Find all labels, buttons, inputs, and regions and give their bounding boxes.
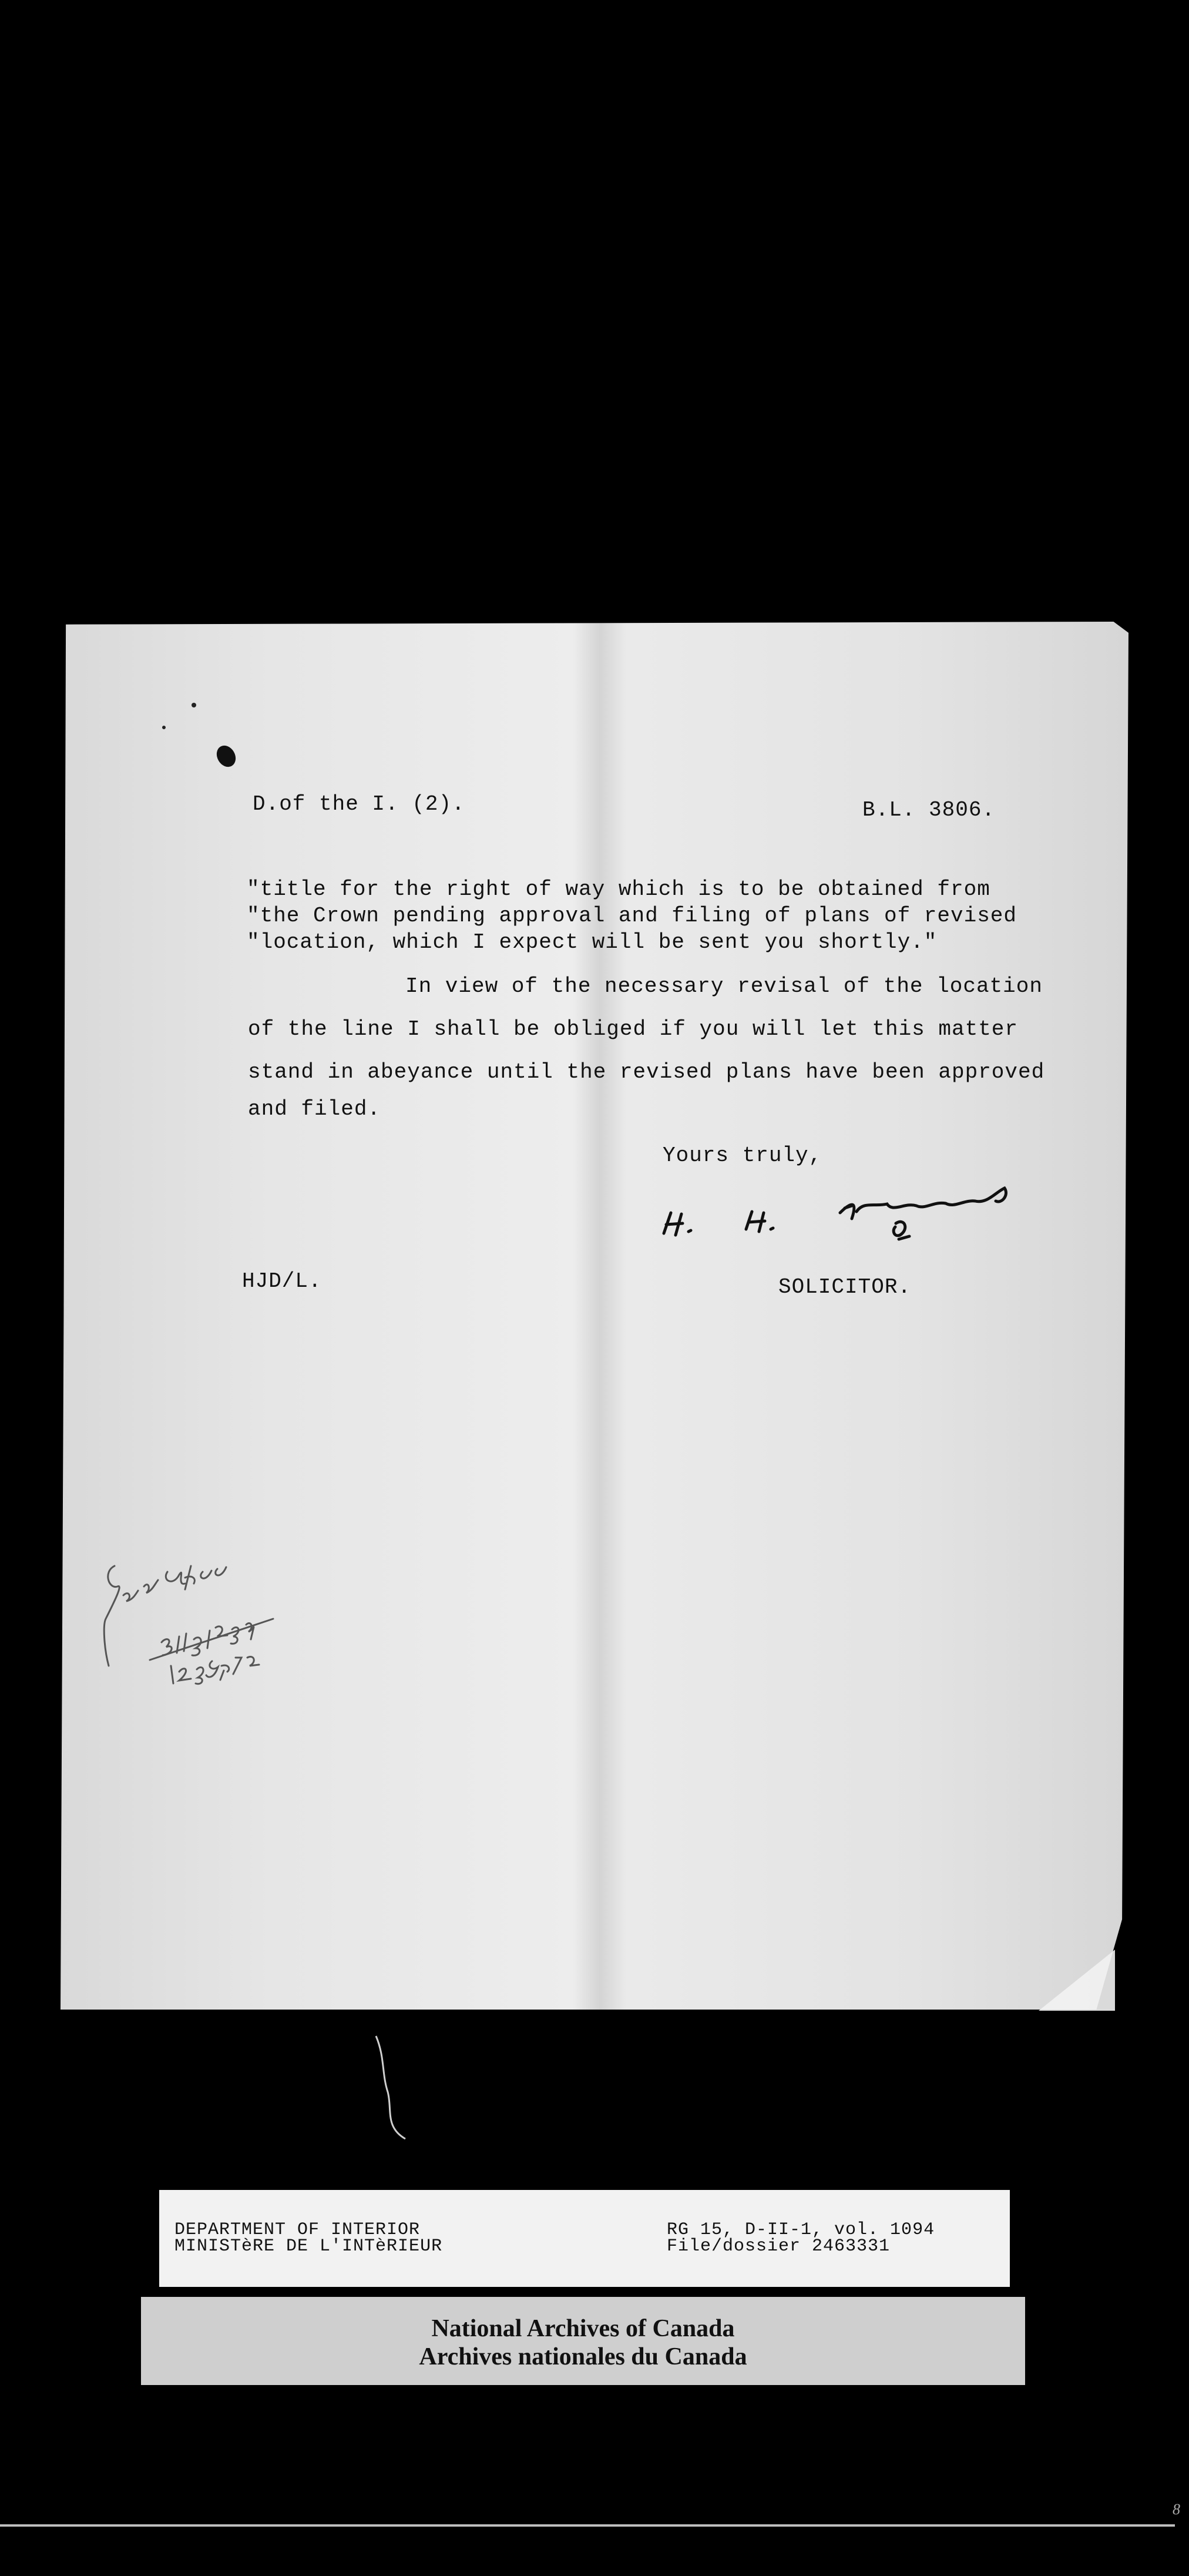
department-english: DEPARTMENT OF INTERIOR	[174, 2220, 421, 2240]
body-line: stand in abeyance until the revised plans have been approved	[248, 1060, 1045, 1084]
paper-crease	[370, 2033, 417, 2145]
letter-header-left: D.of the I. (2).	[253, 792, 465, 816]
document-page	[61, 622, 1128, 2010]
record-group-reference: RG 15, D-II-1, vol. 1094	[667, 2220, 935, 2240]
paper-speck	[192, 703, 196, 707]
body-line: In view of the necessary revisal of the location	[405, 974, 1043, 998]
closing: Yours truly,	[663, 1143, 822, 1168]
initials: HJD/L.	[242, 1269, 322, 1293]
archives-name-french: Archives nationales du Canada	[419, 2343, 747, 2370]
quote-line: "location, which I expect will be sent you shortly."	[247, 930, 938, 954]
quote-line: "the Crown pending approval and filing of plans of revised	[247, 904, 1017, 928]
signatory-title: SOLICITOR.	[778, 1275, 912, 1299]
body-line: and filed.	[248, 1097, 381, 1121]
file-number: File/dossier 2463331	[667, 2236, 891, 2256]
department-french: MINISTèRE DE L'INTèRIEUR	[174, 2236, 443, 2256]
signature	[658, 1178, 1022, 1242]
paper-speck	[162, 726, 166, 729]
archives-banner	[141, 2297, 1025, 2385]
archive-reference-label	[159, 2190, 1010, 2287]
scan-border-line	[0, 2524, 1175, 2527]
corner-mark: 8	[1173, 2501, 1180, 2518]
archives-name-english: National Archives of Canada	[431, 2315, 735, 2342]
quote-line: "title for the right of way which is to be obtained from	[247, 877, 990, 901]
body-line: of the line I shall be obliged if you will let this matter	[248, 1017, 1019, 1041]
pencil-annotation	[97, 1554, 291, 1707]
letter-header-right: B.L. 3806.	[862, 798, 996, 822]
